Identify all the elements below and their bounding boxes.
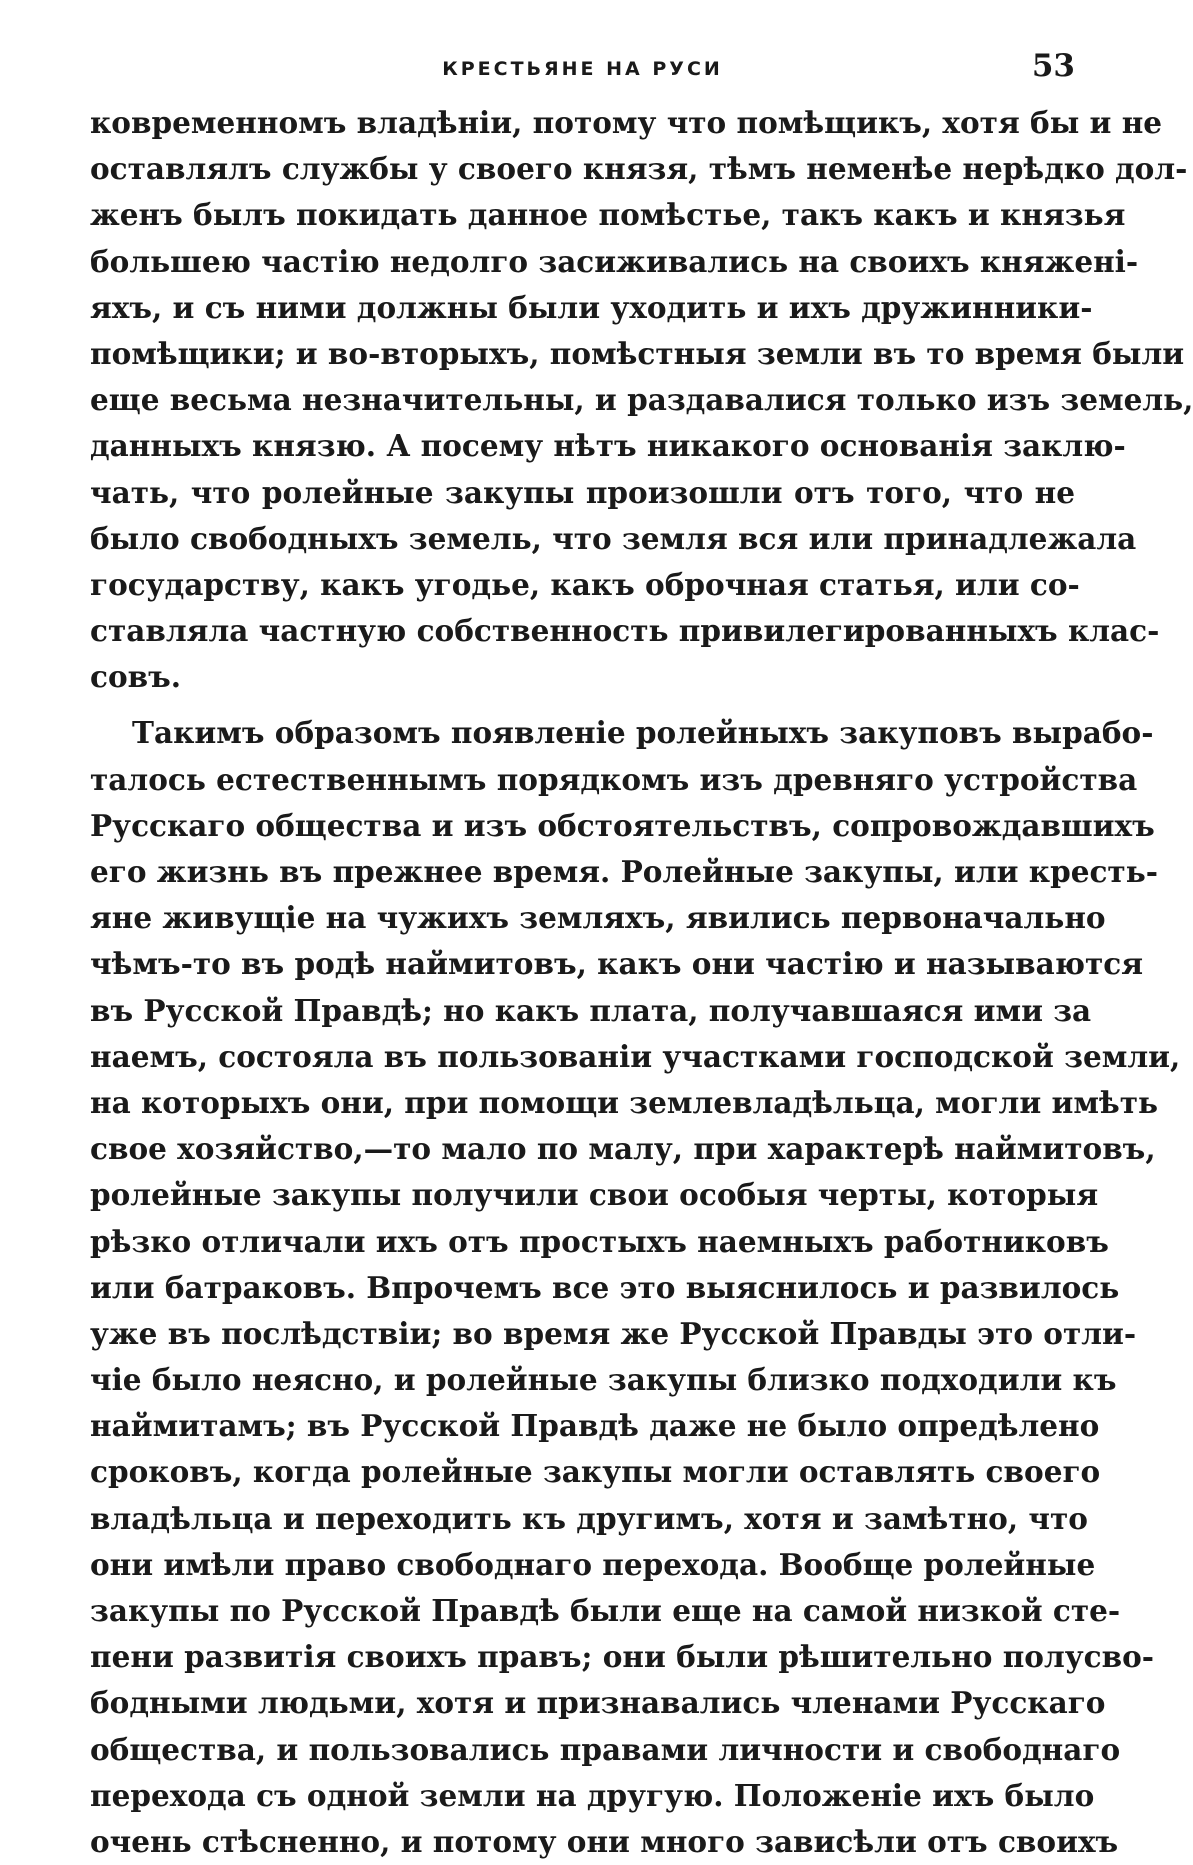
text-line: ролейные закупы получили свои особыя черты, которыя bbox=[90, 1177, 1099, 1213]
text-line: очень стѣсненно, и потому они много зависѣли отъ своихъ bbox=[90, 1823, 1119, 1859]
text-line: совъ. bbox=[90, 659, 182, 695]
text-line: уже въ послѣдствіи; во время же Русской Правды это отли- bbox=[90, 1315, 1137, 1351]
running-title: КРЕСТЬЯНЕ НА РУСИ bbox=[442, 58, 723, 80]
text-line: перехода съ одной земли на другую. Положеніе ихъ было bbox=[90, 1777, 1095, 1813]
paragraph-2 bbox=[90, 710, 1181, 1865]
paragraph-gap bbox=[90, 700, 1075, 710]
text-line: въ Русской Правдѣ; но какъ плата, получавшаяся ими за bbox=[90, 992, 1092, 1028]
text-line: наймитамъ; въ Русской Правдѣ даже не было опредѣлено bbox=[90, 1408, 1100, 1444]
text-line: свое хозяйство,—то мало по малу, при характерѣ наймитовъ, bbox=[90, 1131, 1156, 1167]
text-line: еще весьма незначительны, и раздавалися только изъ земель, bbox=[90, 382, 1193, 418]
text-line: талось естественнымъ порядкомъ изъ древняго устройства bbox=[90, 761, 1138, 797]
text-line: владѣльца и переходить къ другимъ, хотя и замѣтно, что bbox=[90, 1500, 1088, 1536]
text-line: большею частію недолго засиживались на своихъ княжені- bbox=[90, 243, 1139, 279]
text-line: наемъ, состояла въ пользованіи участками господской земли, bbox=[90, 1038, 1181, 1074]
text-line: бодными людьми, хотя и признавались членами Русскаго bbox=[90, 1685, 1106, 1721]
text-line: государству, какъ угодье, какъ оброчная статья, или со- bbox=[90, 566, 1080, 602]
text-line: яхъ, и съ ними должны были уходить и ихъ дружинники- bbox=[90, 289, 1093, 325]
text-line: чѣмъ-то въ родѣ наймитовъ, какъ они частію и называются bbox=[90, 946, 1144, 982]
text-line: его жизнь въ прежнее время. Ролейные закупы, или кресть- bbox=[90, 854, 1158, 889]
text-line: чіе было неясно, и ролейные закупы близко подходили къ bbox=[90, 1362, 1117, 1398]
paragraph-1 bbox=[90, 100, 1193, 700]
text-line: общества, и пользовались правами личности и свободнаго bbox=[90, 1731, 1121, 1767]
text-line: сроковъ, когда ролейные закупы могли оставлять своего bbox=[90, 1454, 1101, 1490]
text-line: данныхъ князю. А посему нѣтъ никакого основанія заклю- bbox=[90, 428, 1126, 464]
text-line: или батраковъ. Впрочемъ все это выяснилось и развилось bbox=[90, 1269, 1120, 1305]
text-line: ковременномъ владѣніи, потому что помѣщикъ, хотя бы и не bbox=[90, 105, 1163, 140]
page-number: 53 bbox=[1031, 48, 1075, 84]
text-line: помѣщики; и во-вторыхъ, помѣстныя земли въ то время были bbox=[90, 335, 1185, 371]
text-line: Такимъ образомъ появленіе ролейныхъ закуповъ вырабо- bbox=[132, 715, 1154, 751]
text-line: Русскаго общества и изъ обстоятельствъ, сопровождавшихъ bbox=[90, 807, 1155, 843]
text-line: женъ былъ покидать данное помѣстье, такъ какъ и князья bbox=[90, 197, 1126, 233]
text-line: оставлялъ службы у своего князя, тѣмъ неменѣе нерѣдко дол- bbox=[90, 151, 1188, 187]
text-line: яне живущіе на чужихъ земляхъ, явились первоначально bbox=[90, 900, 1106, 936]
text-line: они имѣли право свободнаго перехода. Вообще ролейные bbox=[90, 1546, 1096, 1582]
text-line: пени развитія своихъ правъ; они были рѣшительно полусво- bbox=[90, 1639, 1155, 1675]
text-line: ставляла частную собственность привилегированныхъ клас- bbox=[90, 613, 1160, 649]
text-line: на которыхъ они, при помощи землевладѣльца, могли имѣть bbox=[90, 1084, 1159, 1120]
text-line: рѣзко отличали ихъ отъ простыхъ наемныхъ работниковъ bbox=[90, 1223, 1109, 1259]
body-text bbox=[90, 100, 1193, 1865]
text-line: было свободныхъ земель, что земля вся или принадлежала bbox=[90, 520, 1137, 556]
running-head bbox=[90, 48, 1075, 88]
text-line: закупы по Русской Правдѣ были еще на самой низкой сте- bbox=[90, 1593, 1121, 1628]
text-line: чать, что ролейные закупы произошли отъ того, что не bbox=[90, 474, 1075, 510]
